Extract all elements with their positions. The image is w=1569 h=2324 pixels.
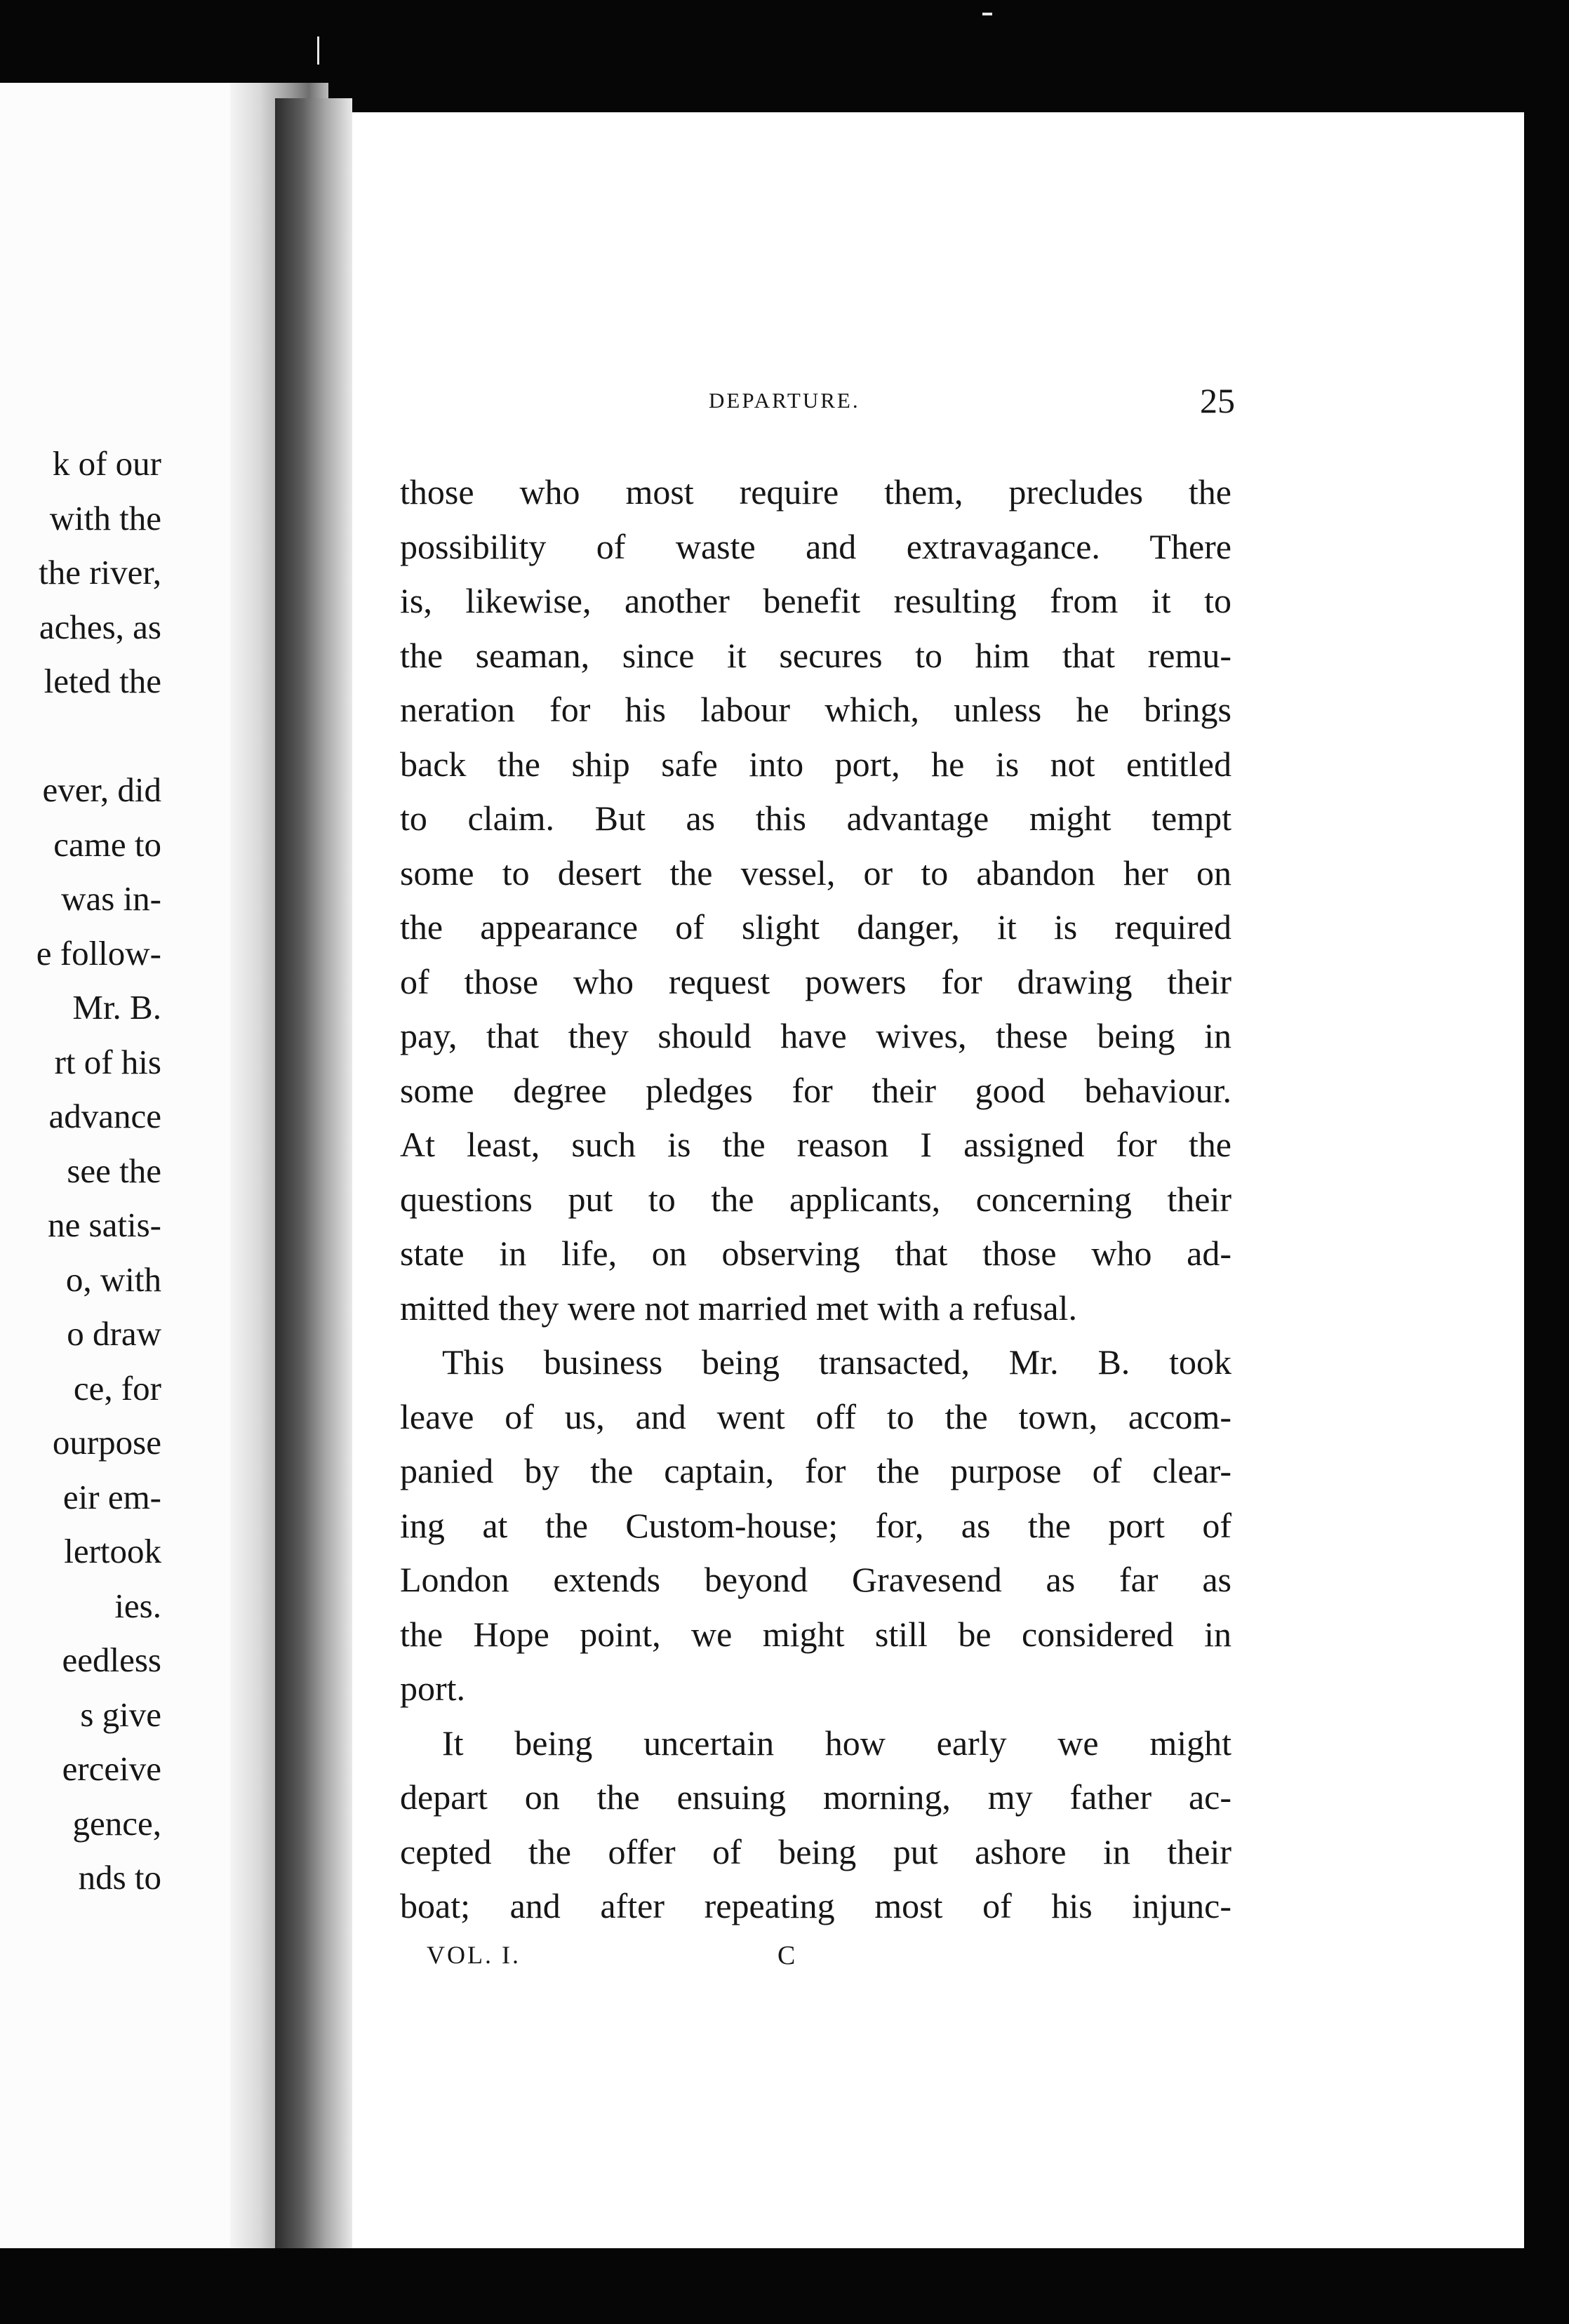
text-line: possibility of waste and extravagance. There (400, 526, 1231, 566)
left-page-line: lertook (64, 1532, 161, 1570)
text-line: to claim. But as this advantage might tempt (400, 799, 1231, 838)
text-line: boat; and after repeating most of his injunc- (400, 1886, 1231, 1925)
text-line: some to desert the vessel, or to abandon her on (400, 853, 1231, 893)
left-page-line: leted the (44, 662, 161, 700)
left-page-line: e follow- (36, 933, 161, 973)
text-line: questions put to the applicants, concerning their (400, 1179, 1231, 1219)
left-page-line: o, with (65, 1260, 161, 1299)
left-page-line: Mr. B. (72, 988, 161, 1027)
text-line: back the ship safe into port, he is not entitled (400, 744, 1231, 784)
text-line: some degree pledges for their good behaviour. (400, 1070, 1231, 1110)
left-page-line: ies. (114, 1586, 161, 1625)
left-page-line: ce, for (73, 1368, 161, 1408)
text-line: ing at the Custom-house; for, as the port of (400, 1505, 1231, 1545)
left-page-line: ourpose (52, 1423, 161, 1462)
left-page-line: with the (49, 498, 161, 537)
left-page-line: was in- (61, 879, 161, 918)
text-line: This business being transacted, Mr. B. took (442, 1342, 1231, 1382)
text-line: state in life, on observing that those who ad- (400, 1234, 1231, 1273)
text-line: of those who request powers for drawing their (400, 961, 1231, 1001)
text-line: cepted the offer of being put ashore in their (400, 1831, 1231, 1871)
left-page-line: came to (53, 824, 161, 864)
left-page-line: the river, (39, 553, 161, 592)
left-page-text (0, 436, 161, 1905)
text-line: pay, that they should have wives, these being in (400, 1016, 1231, 1055)
gutter-shadow (275, 98, 352, 2248)
text-line: mitted they were not married met with a refusal. (400, 1288, 1077, 1328)
text-line: depart on the ensuing morning, my father ac- (400, 1777, 1231, 1817)
text-line: is, likewise, another benefit resulting from it to (400, 581, 1231, 620)
left-page-line: o draw (67, 1314, 161, 1353)
volume-signature: VOL. I. (427, 1941, 521, 1969)
text-line: the Hope point, we might still be considered in (400, 1614, 1231, 1654)
text-line: leave of us, and went off to the town, accom- (400, 1396, 1231, 1436)
left-page-line (0, 709, 161, 763)
text-line: those who most require them, precludes the (400, 472, 1231, 512)
body-text (400, 465, 1231, 1934)
left-page-line: s give (80, 1695, 161, 1734)
text-line: At least, such is the reason I assigned for the (400, 1125, 1231, 1164)
text-line: It being uncertain how early we might (442, 1723, 1231, 1763)
text-line: the seaman, since it secures to him that remu- (400, 635, 1231, 675)
left-page-line: ne satis- (48, 1206, 161, 1244)
left-page-line: eir em- (62, 1477, 161, 1516)
left-page-line: eedless (62, 1641, 161, 1679)
left-page-line: ever, did (42, 770, 161, 809)
text-line: panied by the captain, for the purpose of clear- (400, 1451, 1231, 1490)
left-page-line: erceive (62, 1749, 161, 1788)
gathering-signature: C (777, 1941, 796, 1970)
left-page-line: see the (67, 1151, 161, 1190)
text-line: port. (400, 1669, 466, 1708)
scan-mark (317, 36, 319, 65)
left-page-line: advance (48, 1097, 161, 1135)
left-page-line: rt of his (54, 1042, 161, 1081)
scan-mark (982, 13, 992, 15)
running-head: DEPARTURE. (709, 388, 860, 413)
left-page-line: gence, (72, 1803, 161, 1843)
page-number: 25 (1200, 381, 1235, 420)
left-page-line: aches, as (39, 607, 161, 646)
left-page-line: nds to (78, 1858, 161, 1897)
text-line: neration for his labour which, unless he brings (400, 690, 1231, 729)
text-line: the appearance of slight danger, it is required (400, 907, 1231, 947)
text-line: London extends beyond Gravesend as far as (400, 1560, 1231, 1599)
left-page-line: k of our (52, 444, 161, 483)
